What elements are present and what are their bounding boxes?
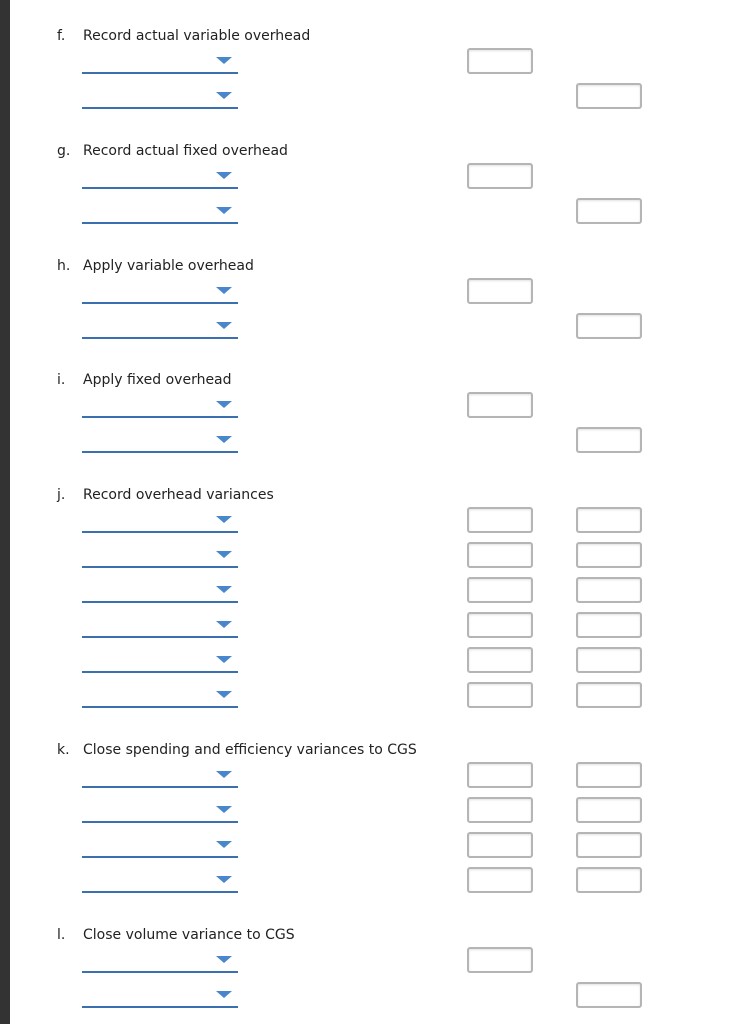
entry-row [0,317,746,347]
debit-input[interactable] [467,577,533,603]
entry-row [0,431,746,461]
credit-input[interactable] [576,427,642,453]
account-dropdown[interactable] [82,431,238,453]
entry-row [0,202,746,232]
entry-letter: f. [57,28,66,44]
account-dropdown[interactable] [82,546,238,568]
credit-input[interactable] [576,682,642,708]
account-dropdown[interactable] [82,616,238,638]
credit-input[interactable] [576,577,642,603]
chevron-down-icon [216,691,232,698]
chevron-down-icon [216,322,232,329]
account-dropdown[interactable] [82,202,238,224]
account-dropdown[interactable] [82,871,238,893]
debit-input[interactable] [467,48,533,74]
entry-title: Record overhead variances [83,487,274,503]
account-dropdown[interactable] [82,396,238,418]
credit-input[interactable] [576,198,642,224]
entry-title: Record actual fixed overhead [83,143,288,159]
entry-row [0,396,746,426]
credit-input[interactable] [576,867,642,893]
chevron-down-icon [216,771,232,778]
credit-input[interactable] [576,542,642,568]
chevron-down-icon [216,621,232,628]
entry-letter: h. [57,258,71,274]
chevron-down-icon [216,656,232,663]
account-dropdown[interactable] [82,167,238,189]
entry-row [0,546,746,576]
entry-row [0,766,746,796]
debit-input[interactable] [467,647,533,673]
chevron-down-icon [216,57,232,64]
credit-input[interactable] [576,83,642,109]
credit-input[interactable] [576,313,642,339]
entry-row [0,951,746,981]
entry-row [0,87,746,117]
account-dropdown[interactable] [82,52,238,74]
chevron-down-icon [216,551,232,558]
chevron-down-icon [216,172,232,179]
account-dropdown[interactable] [82,686,238,708]
entry-title: Record actual variable overhead [83,28,311,44]
credit-input[interactable] [576,647,642,673]
account-dropdown[interactable] [82,986,238,1008]
credit-input[interactable] [576,507,642,533]
account-dropdown[interactable] [82,511,238,533]
chevron-down-icon [216,92,232,99]
debit-input[interactable] [467,507,533,533]
debit-input[interactable] [467,867,533,893]
account-dropdown[interactable] [82,801,238,823]
credit-input[interactable] [576,612,642,638]
account-dropdown[interactable] [82,87,238,109]
debit-input[interactable] [467,163,533,189]
debit-input[interactable] [467,612,533,638]
debit-input[interactable] [467,278,533,304]
entry-row [0,616,746,646]
entry-letter: k. [57,742,70,758]
debit-input[interactable] [467,797,533,823]
entry-row [0,651,746,681]
entry-row [0,581,746,611]
entry-row [0,836,746,866]
debit-input[interactable] [467,392,533,418]
chevron-down-icon [216,956,232,963]
entry-letter: l. [57,927,66,943]
entry-row [0,167,746,197]
entry-row [0,511,746,541]
credit-input[interactable] [576,762,642,788]
entry-row [0,686,746,716]
entry-row [0,871,746,901]
debit-input[interactable] [467,832,533,858]
account-dropdown[interactable] [82,766,238,788]
credit-input[interactable] [576,797,642,823]
chevron-down-icon [216,287,232,294]
entry-row [0,801,746,831]
debit-input[interactable] [467,682,533,708]
chevron-down-icon [216,806,232,813]
chevron-down-icon [216,401,232,408]
entry-title: Apply variable overhead [83,258,254,274]
chevron-down-icon [216,991,232,998]
chevron-down-icon [216,841,232,848]
account-dropdown[interactable] [82,836,238,858]
entry-row [0,986,746,1016]
account-dropdown[interactable] [82,951,238,973]
credit-input[interactable] [576,832,642,858]
chevron-down-icon [216,586,232,593]
entry-title: Close spending and efficiency variances to CGS [83,742,417,758]
chevron-down-icon [216,436,232,443]
chevron-down-icon [216,516,232,523]
chevron-down-icon [216,876,232,883]
entry-letter: i. [57,372,66,388]
entry-title: Close volume variance to CGS [83,927,295,943]
entry-row [0,52,746,82]
account-dropdown[interactable] [82,317,238,339]
account-dropdown[interactable] [82,651,238,673]
debit-input[interactable] [467,542,533,568]
debit-input[interactable] [467,947,533,973]
entry-title: Apply fixed overhead [83,372,232,388]
entry-row [0,282,746,312]
debit-input[interactable] [467,762,533,788]
entry-letter: g. [57,143,71,159]
entry-letter: j. [57,487,66,503]
account-dropdown[interactable] [82,581,238,603]
credit-input[interactable] [576,982,642,1008]
chevron-down-icon [216,207,232,214]
account-dropdown[interactable] [82,282,238,304]
